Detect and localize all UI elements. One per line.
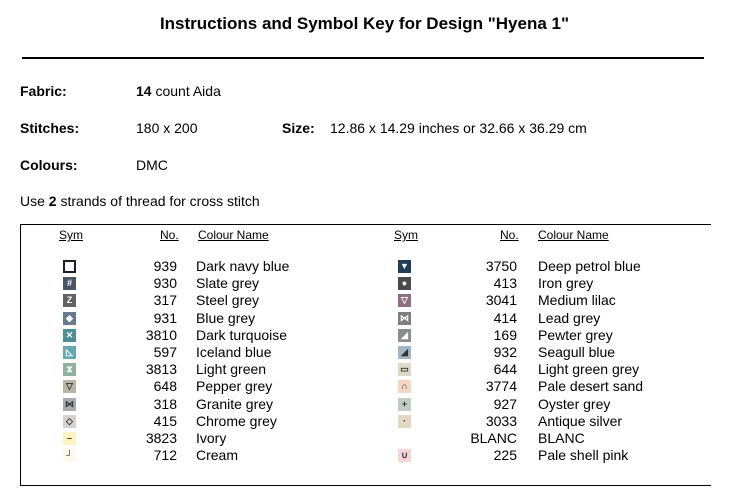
dmc-number: 3823 bbox=[145, 430, 177, 446]
table-row bbox=[0, 378, 729, 395]
dmc-number: BLANC bbox=[470, 430, 517, 446]
color-symbol-icon: ◺ bbox=[63, 346, 76, 359]
dmc-number: 317 bbox=[153, 292, 177, 309]
colour-name: Medium lilac bbox=[538, 292, 616, 309]
dmc-number: 927 bbox=[493, 395, 517, 412]
colour-name: Steel grey bbox=[196, 292, 260, 309]
colour-name: Deep petrol blue bbox=[538, 258, 641, 274]
dmc-number: 413 bbox=[493, 275, 517, 292]
colour-name: Lead grey bbox=[538, 309, 601, 326]
table-row bbox=[0, 396, 729, 413]
colour-name: Seagull blue bbox=[538, 344, 616, 360]
table-row bbox=[0, 292, 729, 309]
color-symbol-icon: ┘ bbox=[63, 449, 76, 462]
dmc-number: 225 bbox=[493, 447, 517, 464]
table-row bbox=[0, 310, 729, 327]
dmc-number: 415 bbox=[153, 412, 177, 429]
header-name-left: Colour Name bbox=[198, 228, 269, 242]
color-symbol-icon: ▽ bbox=[398, 294, 411, 307]
color-symbol-icon: ◇ bbox=[63, 415, 76, 428]
dmc-number: 648 bbox=[153, 378, 177, 395]
color-symbol-icon: ● bbox=[398, 277, 411, 290]
table-row bbox=[0, 430, 729, 447]
fabric-label: Fabric: bbox=[20, 83, 67, 99]
colour-name: Pale desert sand bbox=[538, 378, 644, 395]
table-row bbox=[0, 361, 729, 378]
dmc-number: 3813 bbox=[145, 361, 177, 378]
color-symbol-icon: ▽ bbox=[63, 380, 76, 393]
colour-name: Antique silver bbox=[538, 412, 623, 429]
strands-instruction bbox=[20, 193, 260, 209]
color-symbol-icon: ⋈ bbox=[65, 398, 74, 409]
header-no-left: No. bbox=[160, 228, 179, 242]
colour-name: Granite grey bbox=[196, 395, 274, 412]
colour-name: Iron grey bbox=[538, 275, 594, 292]
title-divider bbox=[22, 57, 704, 59]
page-title: Instructions and Symbol Key for Design "Hyena 1" bbox=[159, 14, 570, 33]
color-symbol-icon: ∩ bbox=[398, 380, 411, 393]
dmc-number: 3033 bbox=[485, 412, 517, 429]
colour-name: Ivory bbox=[196, 430, 227, 446]
dmc-number: 3041 bbox=[485, 292, 517, 309]
colour-name: Pepper grey bbox=[196, 378, 273, 395]
colours-value: DMC bbox=[136, 157, 168, 173]
dmc-number: 3750 bbox=[485, 258, 517, 274]
color-symbol-icon: # bbox=[63, 277, 76, 290]
strands-count: 2 bbox=[48, 193, 57, 209]
header-no-right: No. bbox=[500, 228, 519, 242]
colour-name: Slate grey bbox=[196, 275, 260, 292]
table-row bbox=[0, 344, 729, 361]
dmc-number: 712 bbox=[153, 447, 177, 464]
dmc-number: 930 bbox=[153, 275, 177, 292]
colours-label: Colours: bbox=[20, 157, 78, 173]
fabric-type: count Aida bbox=[151, 83, 221, 99]
dmc-number: 318 bbox=[153, 395, 177, 412]
color-symbol-icon: ◆ bbox=[63, 312, 76, 325]
header-sym-right: Sym bbox=[394, 228, 418, 242]
color-symbol-icon: ▭ bbox=[398, 363, 411, 376]
color-symbol-icon: – bbox=[63, 432, 76, 445]
color-symbol-icon: ⋈ bbox=[400, 312, 409, 323]
colour-name: Dark turquoise bbox=[196, 326, 288, 343]
dmc-number: 3810 bbox=[145, 326, 177, 343]
table-row bbox=[0, 447, 729, 464]
color-symbol-icon: ∪ bbox=[398, 449, 411, 462]
table-row bbox=[0, 275, 729, 292]
colour-name: Cream bbox=[196, 447, 239, 464]
table-row bbox=[0, 413, 729, 430]
strands-post: strands of thread for cross stitch bbox=[56, 193, 260, 209]
color-symbol-icon: ⧗ bbox=[63, 363, 76, 376]
header-sym-left: Sym bbox=[59, 228, 83, 242]
color-symbol-icon: ✕ bbox=[63, 329, 76, 342]
dmc-number: 597 bbox=[153, 344, 177, 360]
colour-name: BLANC bbox=[538, 430, 585, 446]
dmc-number: 931 bbox=[153, 309, 177, 326]
stitches-label: Stitches: bbox=[20, 120, 80, 136]
colour-name: Chrome grey bbox=[196, 412, 277, 429]
dmc-number: 3774 bbox=[485, 378, 517, 395]
dmc-number: 169 bbox=[493, 326, 517, 343]
table-row bbox=[0, 258, 729, 275]
dmc-number: 932 bbox=[493, 344, 517, 360]
colour-name: Oyster grey bbox=[538, 395, 611, 412]
dmc-number: 414 bbox=[493, 309, 517, 326]
table-row bbox=[0, 327, 729, 344]
size-value: 12.86 x 14.29 inches or 32.66 x 36.29 cm bbox=[330, 120, 587, 136]
colour-name: Pale shell pink bbox=[538, 447, 629, 464]
colour-name: Pewter grey bbox=[538, 326, 613, 343]
color-symbol-icon: ◢ bbox=[398, 329, 411, 342]
dmc-number: 644 bbox=[493, 361, 517, 378]
colour-name: Light green grey bbox=[538, 361, 640, 378]
size-label: Size: bbox=[282, 120, 315, 136]
fabric-value bbox=[136, 83, 221, 99]
dmc-number: 939 bbox=[153, 258, 177, 274]
colour-name: Dark navy blue bbox=[196, 258, 290, 274]
colour-name: Blue grey bbox=[196, 309, 256, 326]
fabric-count: 14 bbox=[136, 83, 152, 99]
header-name-right: Colour Name bbox=[538, 228, 609, 242]
stitches-value: 180 x 200 bbox=[136, 120, 198, 136]
color-symbol-icon: ◢ bbox=[398, 346, 411, 359]
strands-pre: Use bbox=[20, 193, 49, 209]
color-symbol-icon: ▼ bbox=[398, 260, 411, 273]
color-symbol-icon: · bbox=[398, 415, 411, 428]
colour-name: Iceland blue bbox=[196, 344, 272, 360]
color-symbol-icon: + bbox=[398, 398, 411, 411]
colour-name: Light green bbox=[196, 361, 267, 378]
color-symbol-icon: Z bbox=[63, 294, 76, 307]
